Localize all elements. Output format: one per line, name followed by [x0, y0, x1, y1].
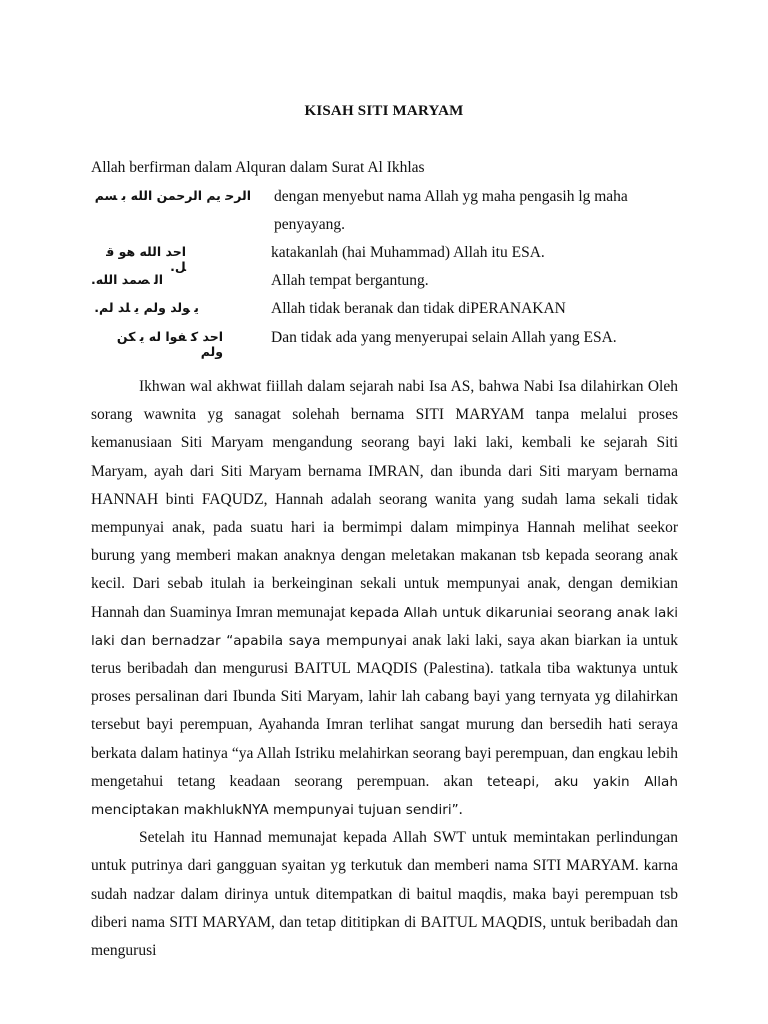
ayah-arabic: ﺍﻟ ﺼﻤﺪ ﺍﻟﻠﻪ.: [90, 272, 163, 287]
ayah-row-2: [91, 244, 691, 274]
ayah-row-5: [91, 329, 691, 359]
ayah-row-1: [91, 188, 691, 214]
ayah-translation: Allah tempat bergantung.: [271, 272, 429, 289]
paragraph-2: Setelah itu Hannad memunajat kepada Allah SWT untuk memintakan perlindungan untuk putrinya dari gangguan syaitan yg terkutuk dan memberi nama SITI MARYAM. karna sudah nadzar dalam dirinya untuk ditempatkan di baitul maqdis, maka bayi perempuan tsb diberi nama SITI MARYAM, dan tetap dititipkan di BAITUL MAQDIS, untuk beribadah dan mengurusi: [91, 829, 678, 960]
body-text: [91, 373, 678, 965]
paragraph-1-part-c: anak laki laki, saya akan biarkan ia untuk terus beribadah dan mengurusi BAITUL MAQDIS (Palestina). tatkala tiba waktunya untuk proses persalinan dari Ibunda Siti Maryam, lahir lah cabang bayi yang ternyata yg dilahirkan tersebut bayi perempuan, Ayahanda Imran terlihat sangat murung dan bersedih hati seraya berkata dalam hatinya “ya Allah Istriku melahirkan seorang bayi perempuan, dan engkau lebih mengetahui tetang keadaan seorang perempuan. akan: [91, 631, 678, 790]
ayah-translation: Allah tidak beranak dan tidak diPERANAKAN: [271, 300, 566, 317]
ayah-arabic: ﺍﺣﺪ ﻛ ﻔﻮﺍ ﻟﻪ ﻳ ﻜﻦ ﻭﻟﻢ: [116, 329, 223, 359]
paragraph-1-part-b: kepada Allah untuk dikaruniai seorang anak laki laki dan bernadzar “apabila saya mempunyai: [91, 604, 678, 649]
document-title: KISAH SITI MARYAM: [304, 103, 464, 119]
paragraph-1-part-a: Ikhwan wal akhwat fiillah dalam sejarah nabi Isa AS, bahwa Nabi Isa dilahirkan Oleh sorang wawnita yg sanagat solehah bernama SITI MARYAM tanpa melalui proses kemanusiaan Siti Maryam mengandung seorang bayi laki laki, kembali ke sejarah Siti Maryam, ayah dari Siti Maryam bernama IMRAN, dan ibunda dari Siti maryam bernama HANNAH binti FAQUDZ, Hannah adalah seorang wanita yang sudah lama sekali tidak mempunyai anak, pada suatu hari ia bermimpi dalam mimpinya Hannah melihat seekor burung yang memberi makan anaknya dengan meletakan makanan tsb kepada seorang anak kecil. Dari sebab itulah ia berkeinginan sekali untuk mempunyai anak, dengan demikian Hannah dan Suaminya Imran memunajat: [91, 378, 678, 621]
ayah-arabic: ﺍﻟﺮﺣ ﻳﻢ ﺍﻟﺮﺣﻤﻦ ﺍﻟﻠﻪ ﺑ ﺴﻢ: [94, 188, 251, 203]
ayah-arabic: ﻳ ﻮﻟﺪ ﻭﻟﻢ ﻳ ﻠﺪ ﻟﻢ.: [94, 300, 199, 315]
ayah-translation: dengan menyebut nama Allah yg maha pengasih lg maha: [274, 188, 628, 205]
paragraph-1: [91, 373, 678, 824]
ayah-row-3: [91, 272, 691, 298]
ayah-row-1-cont: [91, 216, 691, 242]
intro-line: Allah berfirman dalam Alquran dalam Surat Al Ikhlas: [91, 159, 425, 176]
ayah-row-4: [91, 300, 691, 326]
ayah-translation: Dan tidak ada yang menyerupai selain Allah yang ESA.: [271, 329, 617, 346]
ayah-translation-cont: penyayang.: [274, 216, 346, 233]
ayah-arabic: ﺍﺣﺪ ﺍﻟﻠﻪ ﻫﻮ ﻗ ﻞ.: [106, 244, 186, 274]
ayah-translation: katakanlah (hai Muhammad) Allah itu ESA.: [271, 244, 545, 261]
paragraph-1-part-e: .: [458, 801, 463, 819]
paragraph-1-part-d: teteapi, aku yakin Allah menciptakan makhlukNYA mempunyai tujuan sendiri”: [91, 773, 678, 819]
